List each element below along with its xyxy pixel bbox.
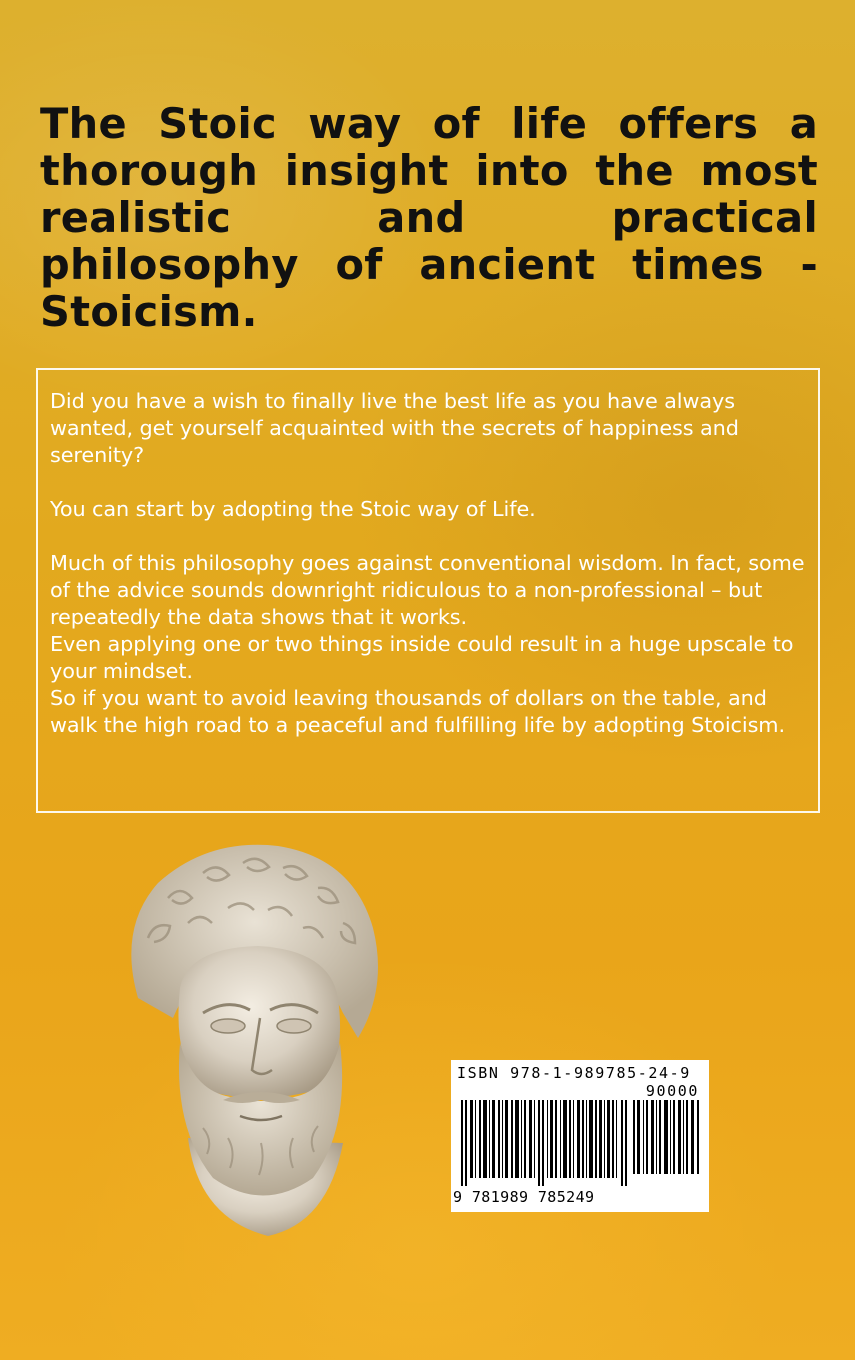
blurb-paragraph-1: Did you have a wish to finally live the best life as you have always wanted, get yourself acquainted with the secrets of happiness and serenity?: [50, 389, 739, 467]
blurb-paragraph-5: So if you want to avoid leaving thousands of dollars on the table, and walk the high road to a peaceful and fulfilling life by adopting Stoicism.: [50, 686, 785, 737]
blurb-paragraph-2: You can start by adopting the Stoic way of Life.: [50, 497, 536, 521]
barcode-block: [451, 1060, 709, 1212]
blurb-text: [50, 388, 816, 739]
blurb-box: [36, 368, 820, 813]
headline: The Stoic way of life offers a thorough insight into the most realistic and practical philosophy of ancient times - Stoicism.: [40, 99, 818, 336]
blurb-paragraph-4: Even applying one or two things inside could result in a huge upscale to your mindset.: [50, 632, 794, 683]
price-code: 90000: [645, 1082, 699, 1100]
addon-barcode-bars: [633, 1100, 701, 1174]
isbn-text: ISBN 978-1-989785-24-9: [457, 1064, 691, 1082]
barcode-bars: [461, 1100, 627, 1186]
blurb-paragraph-3: Much of this philosophy goes against conventional wisdom. In fact, some of the advice sounds downright ridiculous to a non-professional – but repeatedly the data shows that it works.: [50, 551, 805, 629]
ean-number: 9 781989 785249: [453, 1188, 595, 1206]
philosopher-bust-image: [118, 838, 388, 1238]
